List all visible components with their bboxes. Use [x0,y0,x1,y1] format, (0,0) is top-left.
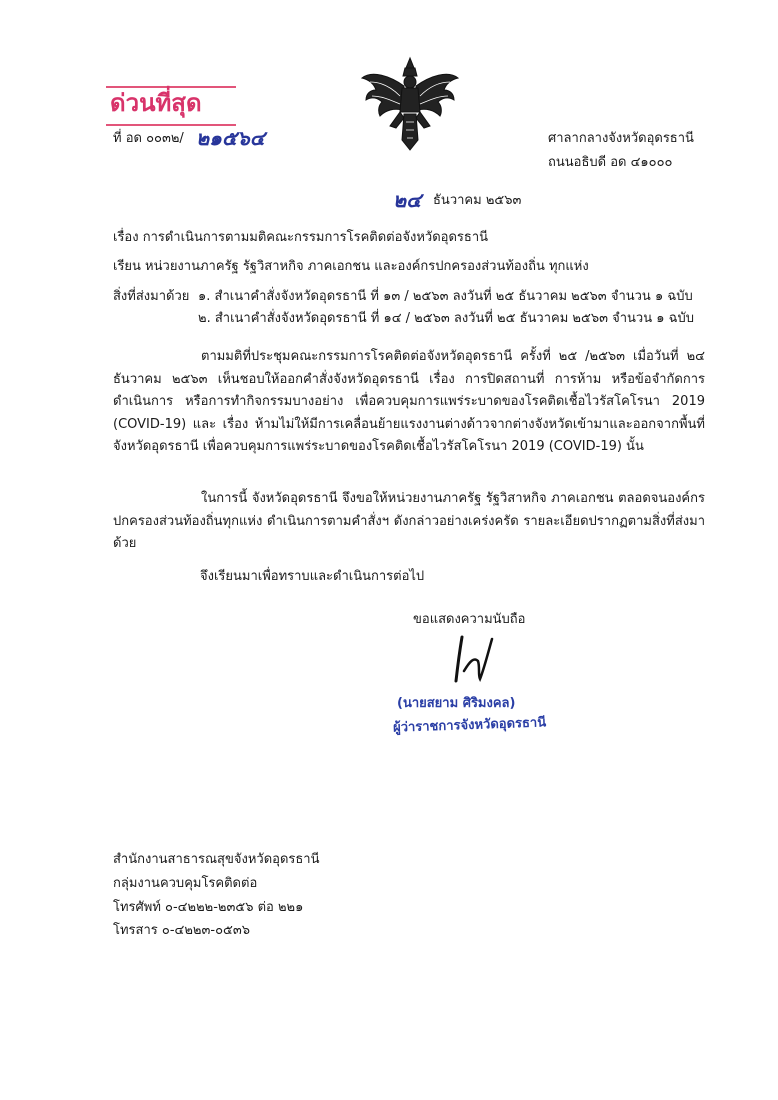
enclosure-item: ๒. สำเนาคำสั่งจังหวัดอุดรธานี ที่ ๑๔ / ๒๕๖๓ ลงวันที่ ๒๕ ธันวาคม ๒๕๖๓ จำนวน ๑ ฉบับ [198,311,694,326]
enclosure-item: ๑. สำเนาคำสั่งจังหวัดอุดรธานี ที่ ๑๓ / ๒๕๖๓ ลงวันที่ ๒๕ ธันวาคม ๒๕๖๓ จำนวน ๑ ฉบับ [198,289,693,304]
enclosures-label: สิ่งที่ส่งมาด้วย [113,289,190,304]
footer-division: กลุ่มงานควบคุมโรคติดต่อ [113,876,258,891]
urgent-stamp: ด่วนที่สุด [110,89,202,117]
signer-position: ผู้ว่าราชการจังหวัดอุดรธานี [392,715,547,736]
subject-line: เรื่อง การดำเนินการตามมติคณะกรรมการโรคติดต่อจังหวัดอุดรธานี [113,230,489,245]
garuda-emblem-icon [360,56,460,152]
office-name: ศาลากลางจังหวัดอุดรธานี [548,131,694,146]
footer-fax: โทรสาร ๐-๔๒๒๓-๐๕๓๖ [113,923,250,938]
signer-name: (นายสยาม ศิริมงคล) [397,696,516,711]
body-paragraph-2: ในการนี้ จังหวัดอุดรธานี จึงขอให้หน่วยงานภาครัฐ รัฐวิสาหกิจ ภาคเอกชน ตลอดจนองค์กรปกครองส่วนท้องถิ่นทุกแห่ง ดำเนินการตามคำสั่งฯ ดังกล่าวอย่างเคร่งครัด รายละเอียดปรากฏตามสิ่งที่ส่งมาด้วย [113,491,705,551]
footer-department: สำนักงานสาธารณสุขจังหวัดอุดรธานี [113,852,320,867]
closing-line: จึงเรียนมาเพื่อทราบและดำเนินการต่อไป [200,569,425,584]
handwritten-signature [452,631,502,686]
document-number-label: ที่ อด ๐๐๓๒/ [113,131,184,146]
body-paragraph-1: ตามมติที่ประชุมคณะกรรมการโรคติดต่อจังหวัดอุดรธานี ครั้งที่ ๒๕ /๒๕๖๓ เมื่อวันที่ ๒๔ ธันวาคม ๒๕๖๓ เห็นชอบให้ออกคำสั่งจังหวัดอุดรธานี เรื่อง การปิดสถานที่ การห้าม หรือข้อจำกัดการดำเนินการ หรือการทำกิจกรรมบางอย่าง เพื่อควบคุมการแพร่ระบาดของโรคติดเชื้อไวรัสโคโรนา 2019 (COVID-19) และ เรื่อง ห้ามไม่ให้มีการเคลื่อนย้ายแรงงานต่างด้าวจากต่างจังหวัดเข้ามาและออกจากพื้นที่จังหวัดอุดรธานี เพื่อควบคุมการแพร่ระบาดของโรคติดเชื้อไวรัสโคโรนา 2019 (COVID-19) นั้น [113,349,705,454]
date-month-year: ธันวาคม ๒๕๖๓ [433,193,522,208]
office-address: ถนนอธิบดี อด ๔๑๐๐๐ [548,155,673,170]
footer-phone: โทรศัพท์ ๐-๔๒๒๒-๒๓๕๖ ต่อ ๒๒๑ [113,900,304,915]
date-day-handwritten: ๒๔ [393,188,422,212]
recipient-line: เรียน หน่วยงานภาครัฐ รัฐวิสาหกิจ ภาคเอกชน และองค์กรปกครองส่วนท้องถิ่น ทุกแห่ง [113,259,589,274]
regards-line: ขอแสดงความนับถือ [413,612,526,627]
document-number-handwritten: ๒๑๕๖๔ [196,126,265,150]
